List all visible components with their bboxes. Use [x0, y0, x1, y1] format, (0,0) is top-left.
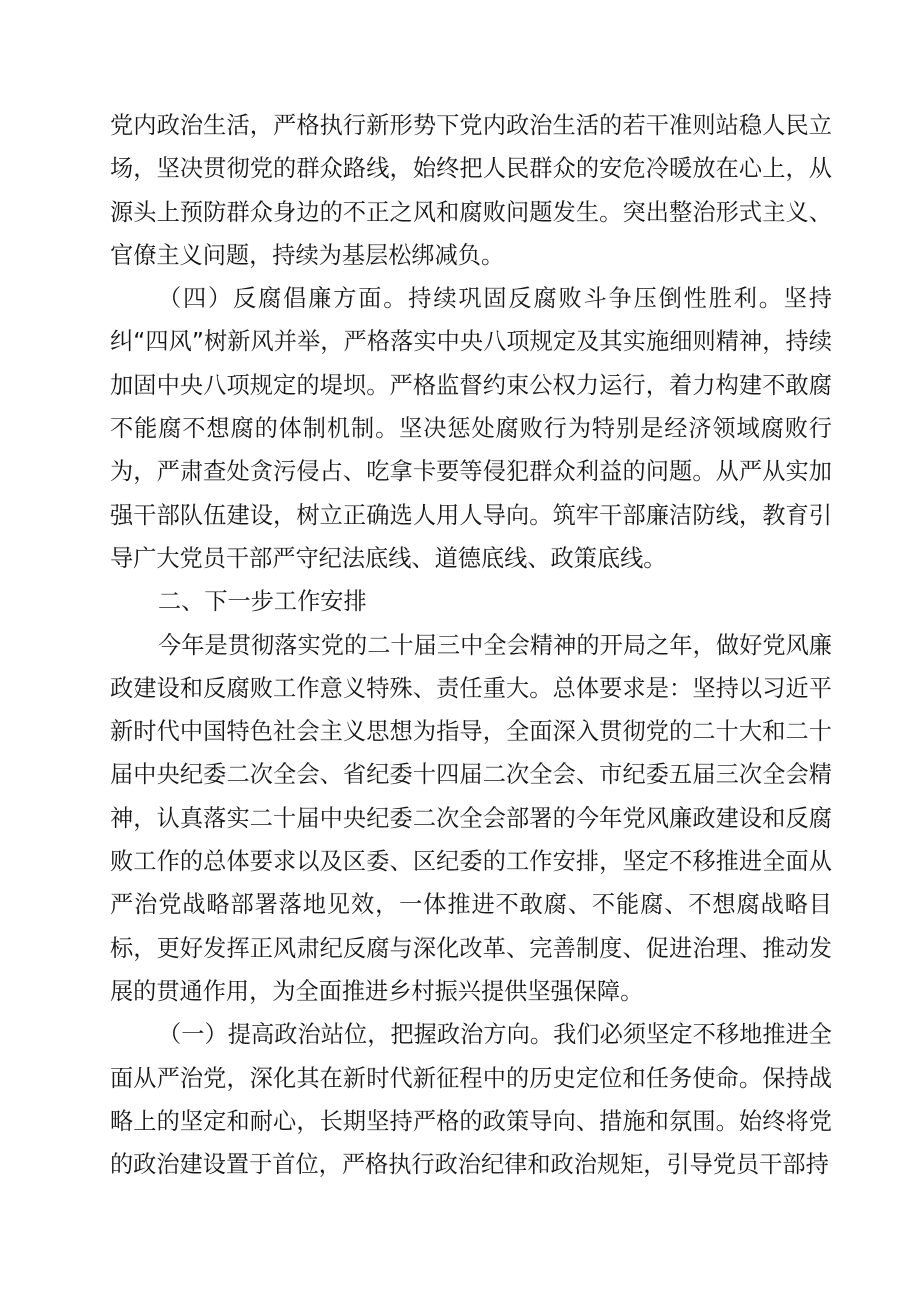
paragraph-overall-requirements: 今年是贯彻落实党的二十届三中全会精神的开局之年，做好党风廉政建设和反腐败工作意义特殊、责任重大。总体要求是：坚持以习近平新时代中国特色社会主义思想为指导，全面深入贯彻党的二十大和二十届中央纪委二次全会、省纪委十四届二次全会、市纪委五届三次全会精神，认真落实二十届中央纪委二次全会部署的今年党风廉政建设和反腐败工作的总体要求以及区委、区纪委的工作安排，坚定不移推进全面从严治党战略部署落地见效，一体推进不敢腐、不能腐、不想腐战略目标，更好发挥正风肃纪反腐与深化改革、完善制度、促进治理、推动发展的贯通作用，为全面推进乡村振兴提供坚强保障。	[110, 631, 832, 1005]
paragraph-anti-corruption: （四）反腐倡廉方面。持续巩固反腐败斗争压倒性胜利。坚持纠“四风”树新风并举，严格落实中央八项规定及其实施细则精神，持续加固中央八项规定的堤坝。严格监督约束公权力运行，着力构建不敢腐不能腐不想腐的体制机制。坚决惩处腐败行为特别是经济领域腐败行为，严肃查处贪污侵占、吃拿卡要等侵犯群众利益的问题。从严从实加强干部队伍建设，树立正确选人用人导向。筑牢干部廉洁防线，教育引导广大党员干部严守纪法底线、道德底线、政策底线。	[110, 285, 832, 572]
paragraph-political-stance: （一）提高政治站位，把握政治方向。我们必须坚定不移地推进全面从严治党，深化其在新时代新征程中的历史定位和任务使命。保持战略上的坚定和耐心，长期坚持严格的政策导向、措施和氛围。始终将党的政治建设置于首位，严格执行政治纪律和政治规矩，引导党员干部持	[110, 1021, 832, 1179]
document-body	[110, 104, 832, 1186]
paragraph-continuation: 党内政治生活，严格执行新形势下党内政治生活的若干准则站稳人民立场，坚决贯彻党的群众路线，始终把人民群众的安危冷暖放在心上，从源头上预防群众身边的不正之风和腐败问题发生。突出整治形式主义、官僚主义问题，持续为基层松绑减负。	[110, 112, 832, 269]
section-heading: 二、下一步工作安排	[158, 588, 367, 616]
